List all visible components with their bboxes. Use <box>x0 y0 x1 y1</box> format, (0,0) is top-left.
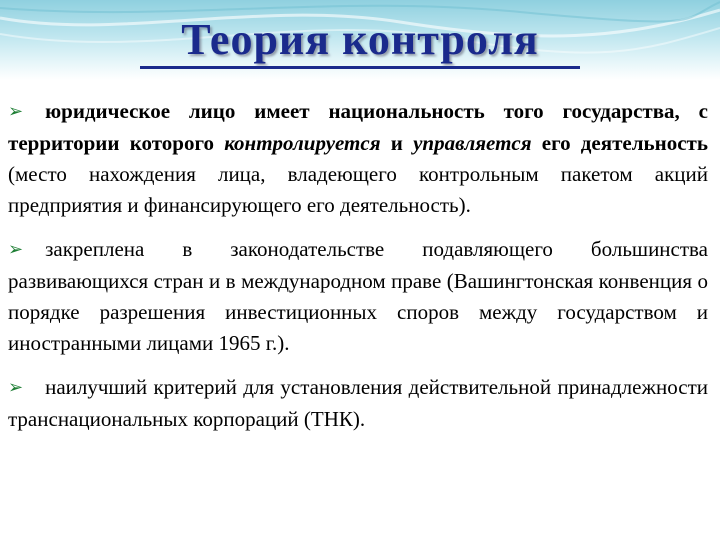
bullet-1-emphasis: контролируется <box>224 131 381 155</box>
bullet-2-text: закреплена в законодательстве подавляющего большинства развивающихся стран и в международном праве (Вашингтонская конвенция о порядке разрешения инвестиционных споров между государством и иностранными лицами 1965 г.). <box>8 237 708 355</box>
arrow-bullet-icon: ➢ <box>8 239 24 260</box>
slide-content <box>8 96 708 435</box>
bullet-3-text: наилучший критерий для установления действительной принадлежности транснациональных корпораций (ТНК). <box>8 375 708 431</box>
arrow-bullet-icon: ➢ <box>8 377 24 398</box>
bullet-1-note: (место нахождения лица, владеющего контрольным пакетом акций предприятия и финансирующего его деятельность). <box>8 162 708 217</box>
bullet-item-2 <box>8 234 708 359</box>
bullet-1-emphasis-2: управляется <box>413 131 532 155</box>
title-underline <box>140 66 580 69</box>
bullet-1-text-2: его деятельность <box>531 131 708 155</box>
bullet-1-conjunction: и <box>380 131 414 155</box>
slide-title: Теория контроля <box>181 15 539 64</box>
bullet-1-text: юридическое лицо имеет национальность того государства, с территории которого <box>8 99 708 155</box>
arrow-bullet-icon: ➢ <box>8 101 24 122</box>
bullet-item-1 <box>8 96 708 221</box>
bullet-item-3 <box>8 372 708 435</box>
